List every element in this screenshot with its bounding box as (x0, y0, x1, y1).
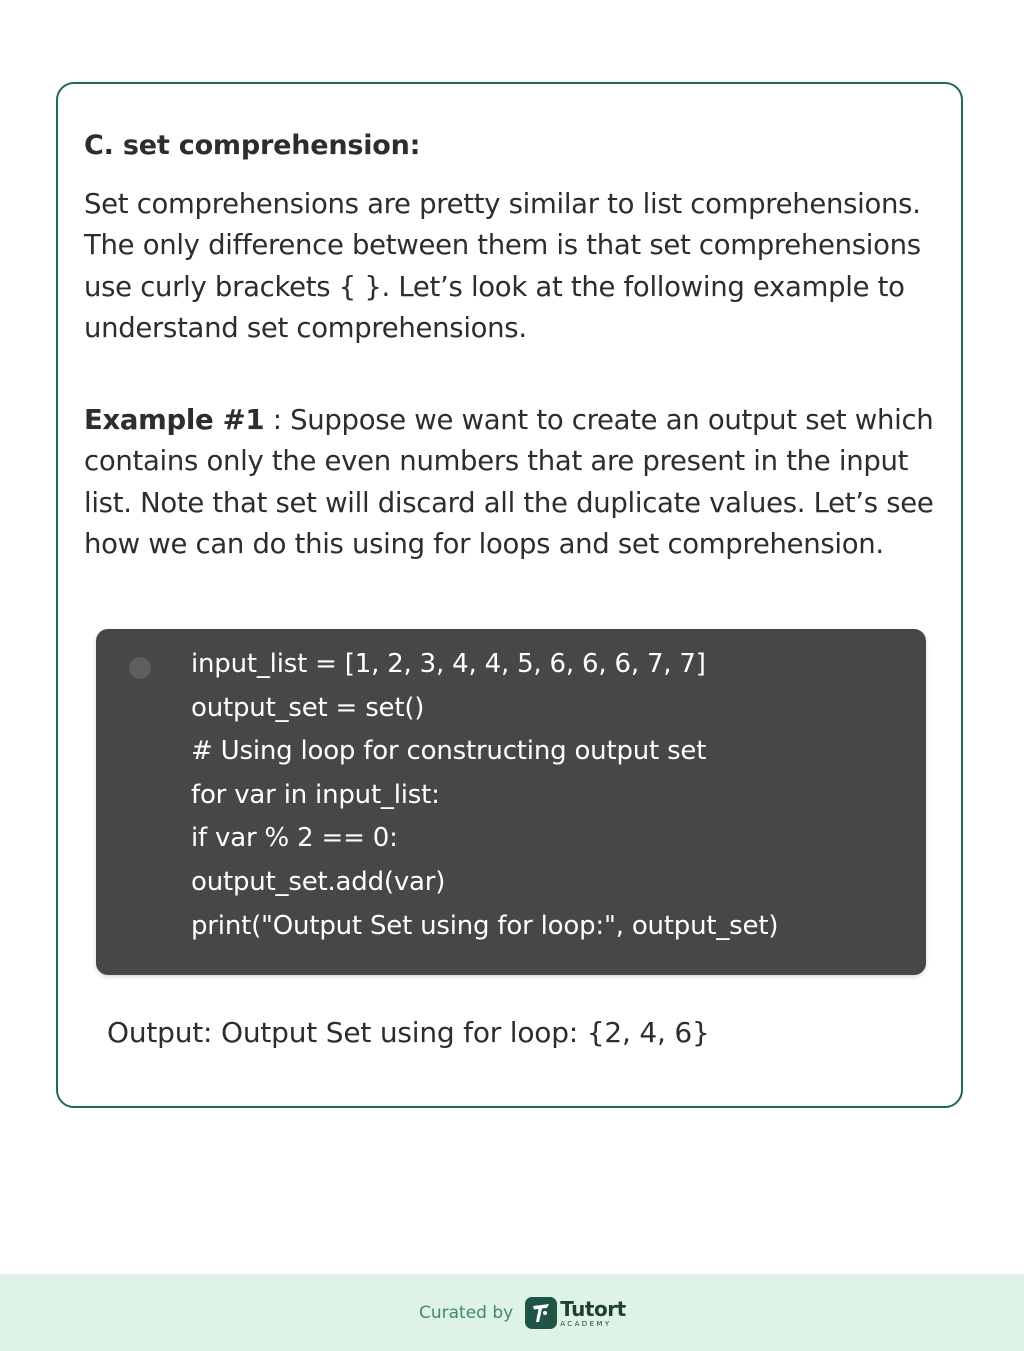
example-label: Example #1 (84, 404, 265, 436)
footer-credit (419, 1294, 626, 1332)
footer (0, 1274, 1024, 1351)
tutort-logo-icon (525, 1297, 557, 1329)
example-paragraph (84, 400, 954, 565)
code-dot-icon (129, 657, 151, 679)
code-lines (191, 643, 778, 948)
code-line: print("Output Set using for loop:", output_set) (191, 910, 779, 941)
intro-paragraph: Set comprehensions are pretty similar to list comprehensions. The only difference between them is that set comprehensions use curly brackets { }. Let’s look at the following example to understand set comprehensions. (84, 188, 921, 344)
code-line: output_set = set() (191, 692, 425, 723)
code-line: output_set.add(var) (191, 866, 446, 897)
code-block (96, 629, 926, 975)
code-line: if var % 2 == 0: (191, 823, 398, 854)
output-text: Output: Output Set using for loop: {2, 4, 6} (107, 1016, 710, 1049)
content-card (56, 82, 963, 1108)
section-title: C. set comprehension: (84, 130, 421, 161)
code-line: # Using loop for constructing output set (191, 736, 707, 767)
code-line: for var in input_list: (191, 779, 440, 810)
code-line: input_list = [1, 2, 3, 4, 4, 5, 6, 6, 6, 7, 7] (191, 649, 706, 679)
brand-subtitle: ACADEMY (560, 1319, 612, 1328)
example-text: : Suppose we want to create an output set which contains only the even numbers that are present in the input list. Note that set will discard all the duplicate values. Let’s see how we can do this using for loops and set comprehension. (84, 404, 934, 560)
tutort-logo-glyph (530, 1301, 552, 1325)
curated-by-label: Curated by (419, 1303, 514, 1323)
brand (560, 1296, 626, 1328)
brand-name: Tutort (560, 1296, 626, 1321)
